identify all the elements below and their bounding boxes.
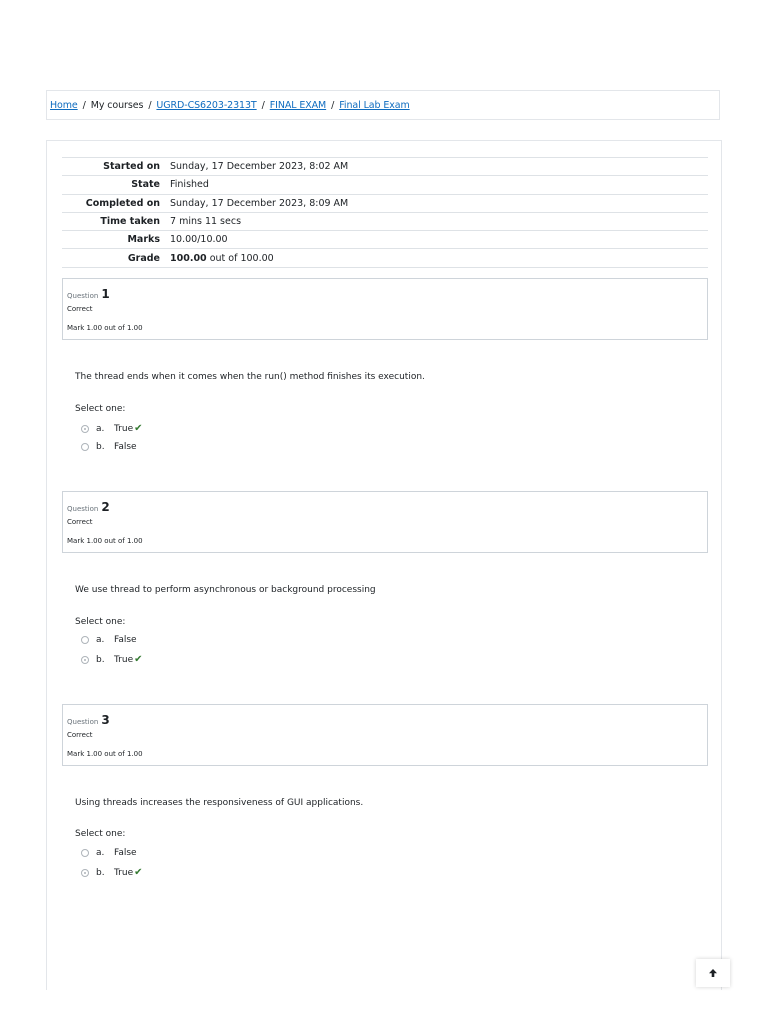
summary-row-time-taken — [62, 212, 708, 230]
option-text: False — [114, 635, 137, 645]
radio-button[interactable] — [81, 849, 89, 857]
breadcrumb-separator: / — [148, 99, 152, 111]
question-info-2 — [62, 491, 708, 553]
question-label: Question — [67, 505, 99, 513]
breadcrumb-section-link[interactable]: FINAL EXAM — [269, 99, 327, 111]
question-state: Correct — [67, 518, 93, 526]
option-text: True — [114, 423, 134, 434]
correct-check-icon: ✔ — [134, 867, 143, 878]
option-letter: b. — [96, 442, 105, 452]
select-one-prompt: Select one: — [75, 404, 126, 414]
radio-button[interactable] — [81, 869, 89, 877]
question-number: 3 — [101, 713, 110, 727]
summary-row-completed — [62, 194, 708, 212]
answer-option[interactable] — [81, 867, 143, 878]
summary-row-state — [62, 176, 708, 194]
summary-row-started — [62, 158, 708, 176]
answer-option[interactable] — [81, 442, 137, 452]
grade-out-of: out of 100.00 — [206, 252, 274, 264]
option-letter: b. — [96, 867, 105, 878]
answer-option[interactable] — [81, 423, 143, 434]
question-state: Correct — [67, 731, 93, 739]
summary-value — [166, 249, 708, 267]
summary-row-marks — [62, 231, 708, 249]
question-text: Using threads increases the responsiveness of GUI applications. — [75, 798, 364, 808]
radio-button[interactable] — [81, 443, 89, 451]
correct-check-icon: ✔ — [134, 423, 143, 434]
summary-label: Grade — [127, 252, 160, 264]
summary-label: Started on — [103, 161, 160, 173]
attempt-summary-table — [62, 157, 708, 268]
arrow-up-icon — [708, 968, 718, 978]
option-letter: a. — [96, 423, 105, 434]
summary-label: Completed on — [85, 197, 160, 209]
question-number: 2 — [101, 500, 110, 514]
question-info-3 — [62, 704, 708, 766]
answer-option[interactable] — [81, 635, 137, 645]
radio-button[interactable] — [81, 656, 89, 664]
option-text: True — [114, 654, 134, 665]
breadcrumb — [46, 90, 720, 120]
grade-score: 100.00 — [170, 252, 207, 264]
question-number: 1 — [101, 287, 110, 301]
summary-value: 10.00/10.00 — [170, 234, 228, 246]
question-text: We use thread to perform asynchronous or background processing — [75, 585, 376, 595]
answer-option[interactable] — [81, 654, 143, 665]
summary-value: Finished — [170, 179, 209, 191]
radio-button[interactable] — [81, 425, 89, 433]
question-info-1 — [62, 278, 708, 340]
breadcrumb-separator: / — [261, 99, 265, 111]
summary-value: Sunday, 17 December 2023, 8:09 AM — [170, 197, 349, 209]
radio-button[interactable] — [81, 636, 89, 644]
option-letter: a. — [96, 848, 105, 858]
question-grade: Mark 1.00 out of 1.00 — [67, 537, 143, 545]
breadcrumb-separator: / — [331, 99, 335, 111]
breadcrumb-course-link[interactable]: UGRD-CS6203-2313T — [156, 99, 257, 111]
summary-label: Marks — [127, 234, 160, 246]
select-one-prompt: Select one: — [75, 617, 126, 627]
option-text: True — [114, 867, 134, 878]
breadcrumb-activity-link[interactable]: Final Lab Exam — [339, 99, 410, 111]
back-to-top-button[interactable] — [696, 959, 730, 987]
summary-label: State — [131, 179, 160, 191]
correct-check-icon: ✔ — [134, 654, 143, 665]
answer-option[interactable] — [81, 848, 137, 858]
breadcrumb-separator: / — [82, 99, 86, 111]
summary-value: Sunday, 17 December 2023, 8:02 AM — [170, 161, 349, 173]
question-grade: Mark 1.00 out of 1.00 — [67, 750, 143, 758]
option-text: False — [114, 848, 137, 858]
summary-value: 7 mins 11 secs — [170, 216, 242, 228]
option-text: False — [114, 442, 137, 452]
option-letter: a. — [96, 635, 105, 645]
quiz-review-region — [46, 140, 722, 990]
question-label: Question — [67, 292, 99, 300]
question-state: Correct — [67, 305, 93, 313]
option-letter: b. — [96, 654, 105, 665]
breadcrumb-home-link[interactable]: Home — [50, 99, 78, 111]
question-grade: Mark 1.00 out of 1.00 — [67, 324, 143, 332]
summary-row-grade — [62, 249, 708, 267]
summary-label: Time taken — [100, 216, 160, 228]
breadcrumb-my-courses: My courses — [90, 99, 144, 111]
question-text: The thread ends when it comes when the run() method finishes its execution. — [75, 372, 425, 382]
question-label: Question — [67, 718, 99, 726]
select-one-prompt: Select one: — [75, 829, 126, 839]
